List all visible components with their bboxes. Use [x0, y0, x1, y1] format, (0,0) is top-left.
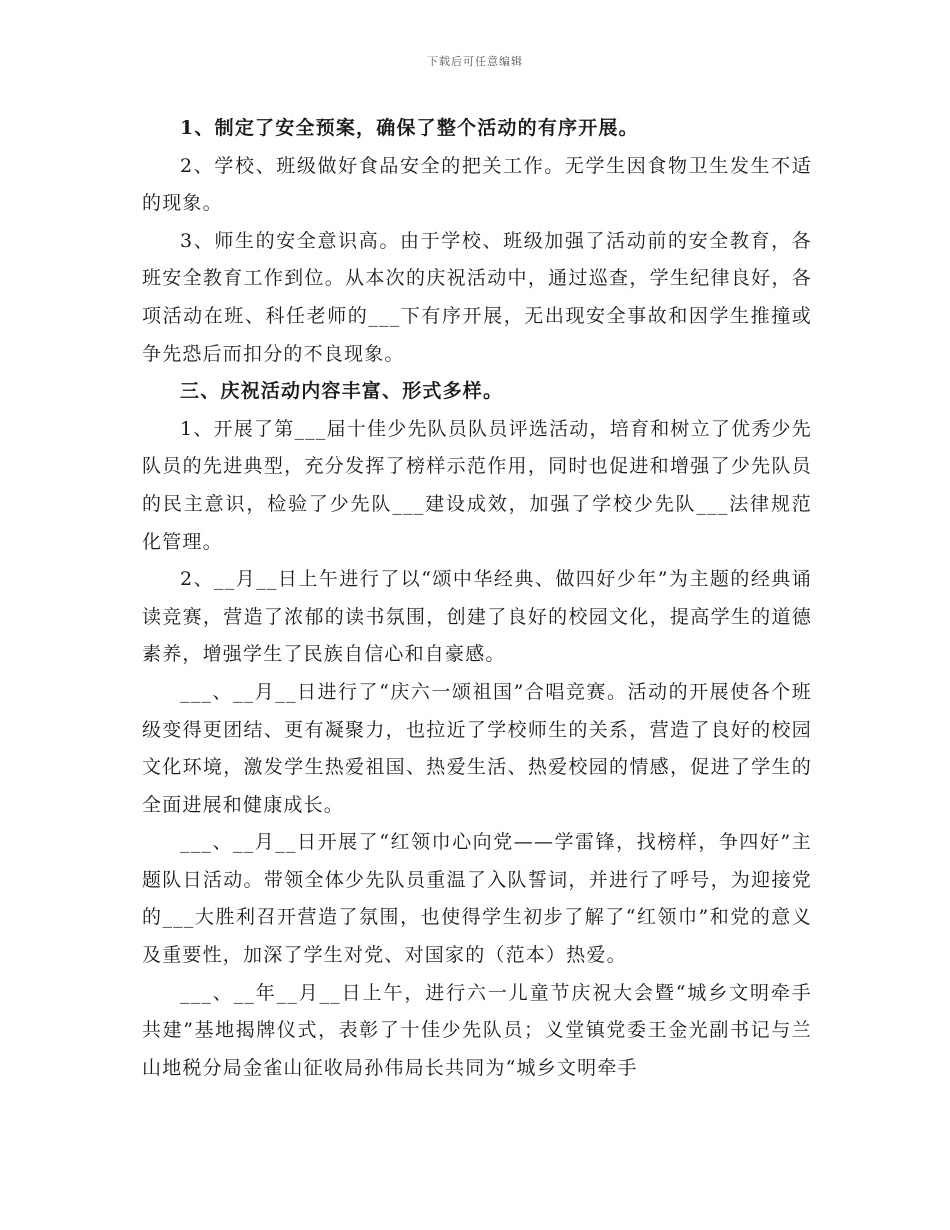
paragraph: 1、开展了第___届十佳少先队员队员评选活动，培育和树立了优秀少先队员的先进典型，充分发挥了榜样示范作用，同时也促进和增强了少先队员的民主意识，检验了少先队___建设成效，加强了学校少先队___法律规范化管理。 — [142, 417, 812, 553]
paragraph: 2、学校、班级做好食品安全的把关工作。无学生因食物卫生发生不适的现象。 — [142, 154, 812, 215]
paragraph: ___、__月__日进行了“庆六一颂祖国”合唱竞赛。活动的开展使各个班级变得更团结、更有凝聚力，也拉近了学校师生的关系，营造了良好的校园文化环境，激发学生热爱祖国、热爱生活、热爱校园的情感，促进了学生的全面进展和健康成长。 — [142, 680, 812, 816]
paragraph: 3、师生的安全意识高。由于学校、班级加强了活动前的安全教育，各班安全教育工作到位。从本次的庆祝活动中，通过巡查，学生纪律良好，各项活动在班、科任老师的___下有序开展，无出现安全事故和因学生推撞或争先恐后而扣分的不良现象。 — [142, 229, 812, 365]
paragraph: ___、__月__日开展了“红领巾心向党——学雷锋，找榜样，争四好”主题队日活动。带领全体少先队员重温了入队誓词，并进行了呼号，为迎接党的___大胜利召开营造了氛围，也使得学生初步了解了“红领巾”和党的意义及重要性，加深了学生对党、对国家的（范本）热爱。 — [142, 831, 812, 967]
paragraph: ___、__年__月__日上午，进行六一儿童节庆祝大会暨“城乡文明牵手共建”基地揭牌仪式，表彰了十佳少先队员；义堂镇党委王金光副书记与兰山地税分局金雀山征收局孙伟局长共同为“城乡文明牵手 — [142, 981, 812, 1079]
paragraph-heading: 1、制定了安全预案，确保了整个活动的有序开展。 — [180, 117, 639, 139]
document-body — [142, 110, 812, 1087]
header-note: 下载后可任意编辑 — [427, 55, 523, 68]
section-heading: 三、庆祝活动内容丰富、形式多样。 — [180, 380, 504, 403]
paragraph: 2、__月__日上午进行了以“颂中华经典、做四好少年”为主题的经典诵读竞赛，营造了浓郁的读书氛围，创建了良好的校园文化，提高学生的道德素养，增强学生了民族自信心和自豪感。 — [142, 568, 812, 666]
